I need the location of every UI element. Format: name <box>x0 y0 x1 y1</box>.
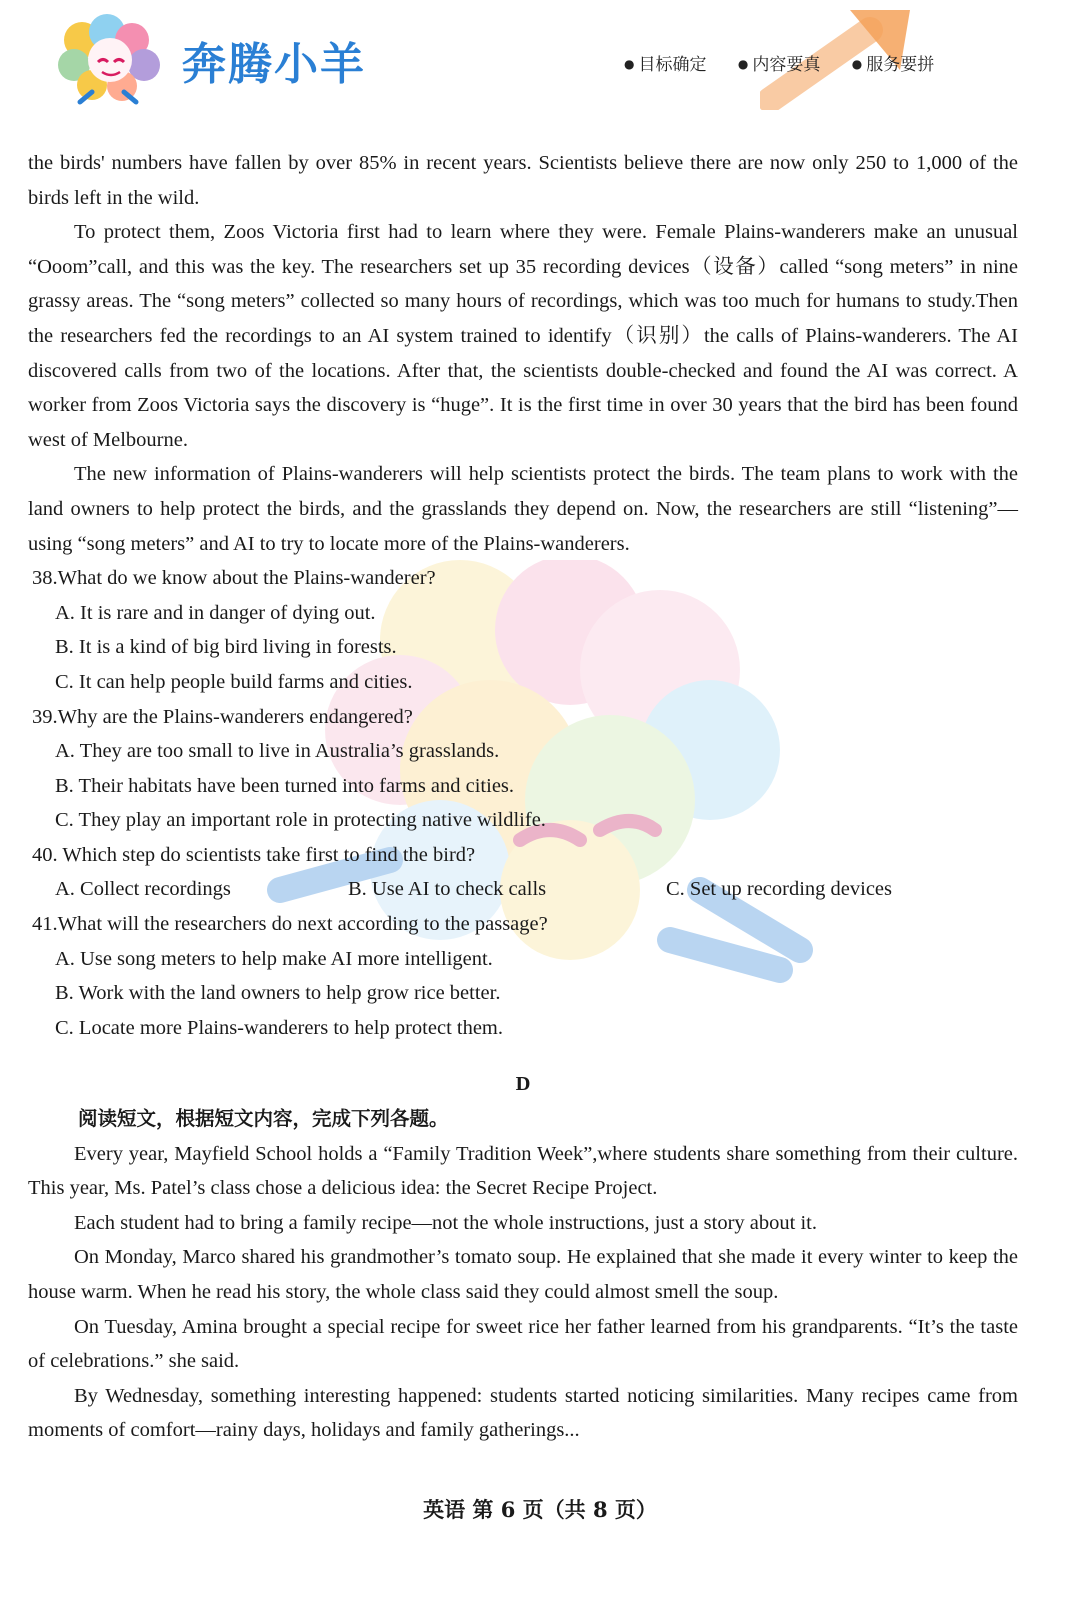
answer-option: C. Locate more Plains-wanderers to help protect them. <box>55 1016 504 1039</box>
slogan-tag: ● 服务要拼 <box>852 50 934 75</box>
passage-paragraph: Each student had to bring a family recipe—not the whole instructions, just a story about it. <box>74 1211 817 1234</box>
question-stem: 41.What will the researchers do next according to the passage? <box>32 913 548 936</box>
brand-name: 奔腾小羊 <box>182 39 366 90</box>
answer-option: C. Set up recording devices <box>666 878 893 901</box>
passage-paragraph: By Wednesday, something interesting happened: students started noticing similarities. Many recipes came from moments of comfort—rainy days, holidays and family gatherings... <box>28 1384 1018 1442</box>
answer-option: B. Work with the land owners to help grow rice better. <box>55 982 501 1005</box>
answer-option: A. Collect recordings <box>55 878 231 901</box>
exam-content <box>28 146 1018 1448</box>
question-stem: 38.What do we know about the Plains-wanderer? <box>32 567 436 590</box>
slogan-tag: ● 内容要真 <box>738 50 820 75</box>
answer-option: A. It is rare and in danger of dying out. <box>55 601 376 624</box>
question-stem: 39.Why are the Plains-wanderers endangered? <box>32 705 413 728</box>
answer-option: C. It can help people build farms and cities. <box>55 670 413 693</box>
section-instruction: 阅读短文，根据短文内容，完成下列各题。 <box>78 1107 449 1131</box>
section-heading: D <box>515 1073 531 1096</box>
sheep-logo-icon <box>52 10 172 110</box>
answer-option: C. They play an important role in protecting native wildlife. <box>55 809 546 832</box>
answer-option: B. It is a kind of big bird living in forests. <box>55 636 397 659</box>
answer-option: A. They are too small to live in Australia’s grasslands. <box>55 740 500 763</box>
passage-paragraph: On Tuesday, Amina brought a special recipe for sweet rice her father learned from his grandparents. “It’s the taste of celebrations.” she said. <box>28 1315 1018 1373</box>
passage-paragraph: Every year, Mayfield School holds a “Family Tradition Week”,where students share something from their culture. This year, Ms. Patel’s class chose a delicious idea: the Secret Recipe Project. <box>28 1142 1018 1200</box>
page-footer: 英语 第 6 页（共 8 页） <box>423 1497 657 1522</box>
passage-paragraph: the birds' numbers have fallen by over 85% in recent years. Scientists believe there are now only 250 to 1,000 of the birds left in the wild. <box>28 152 1018 209</box>
slogan-tag: ● 目标确定 <box>624 50 706 75</box>
answer-option: B. Use AI to check calls <box>348 878 547 901</box>
passage-paragraph: The new information of Plains-wanderers will help scientists protect the birds. The team plans to work with the land owners to help protect the birds, and the grasslands they depend on. Now, the researchers are still “listening”—using “song meters” and AI to try to locate more of the Plains-wanderers. <box>28 463 1018 555</box>
question-stem: 40. Which step do scientists take first to find the bird? <box>32 843 476 866</box>
slogan-tags <box>624 50 960 75</box>
answer-option: A. Use song meters to help make AI more intelligent. <box>55 947 493 970</box>
passage-paragraph: To protect them, Zoos Victoria first had to learn where they were. Female Plains-wanderers make an unusual “Ooom”call, and this was the key. The researchers set up 35 recording devices（设备）called “song meters” in nine grassy areas. The “song meters” collected so many hours of recordings, which was too much for humans to study.Then the researchers fed the recordings to an AI system trained to identify（识别）the calls of Plains-wanderers. The AI discovered calls from two of the locations. After that, the scientists double-checked and found the AI was correct. A worker from Zoos Victoria says the discovery is “huge”. It is the first time in over 30 years that the bird has been found west of Melbourne. <box>28 221 1018 451</box>
answer-option-row <box>28 872 1018 907</box>
passage-paragraph: On Monday, Marco shared his grandmother’s tomato soup. He explained that she made it every winter to keep the house warm. When he read his story, the whole class said they could almost smell the soup. <box>28 1246 1018 1303</box>
page-header <box>0 0 1080 130</box>
answer-option: B. Their habitats have been turned into farms and cities. <box>55 774 515 797</box>
